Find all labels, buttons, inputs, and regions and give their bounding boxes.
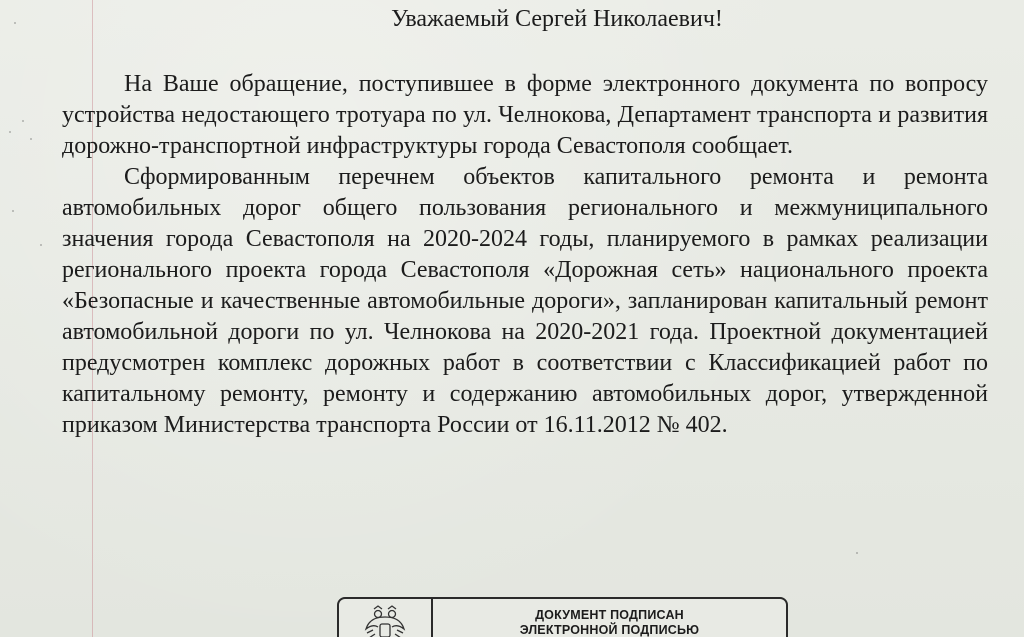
letter-body [62,69,988,441]
stamp-line-1: ДОКУМЕНТ ПОДПИСАН [535,608,684,622]
letter-paragraph: Сформированным перечнем объектов капитального ремонта и ремонта автомобильных дорог общего пользования регионального и межмуниципального значения города Севастополя на 2020-2024 годы, планируемого в рамках реализации регионального проекта города Севастополя «Дорожная сеть» национального проекта «Безопасные и качественные автомобильные дороги», запланирован капитальный ремонт автомобильной дороги по ул. Челнокова на 2020-2021 года. Проектной документацией предусмотрен комплекс дорожных работ в соответствии с Классификацией работ по капитальному ремонту, ремонту и содержанию автомобильных дорог, утвержденной приказом Министерства транспорта России от 16.11.2012 № 402. [62,164,988,438]
scan-speck [30,138,32,140]
stamp-line-2: ЭЛЕКТРОННОЙ ПОДПИСЬЮ [519,623,700,637]
scan-speck [40,244,42,246]
stamp-caption [433,599,786,637]
coat-of-arms-icon [339,599,433,637]
scan-speck [9,131,11,133]
scan-speck [12,210,14,212]
scan-speck [22,120,24,122]
electronic-signature-stamp [337,597,788,637]
scan-speck [856,552,858,554]
letter-greeting: Уважаемый Сергей Николаевич! [391,6,723,32]
letter-paragraph: На Ваше обращение, поступившее в форме электронного документа по вопросу устройства недостающего тротуара по ул. Челнокова, Департамент транспорта и развития дорожно-транспортной инфраструктуры города Севастополя сообщает. [62,71,988,159]
